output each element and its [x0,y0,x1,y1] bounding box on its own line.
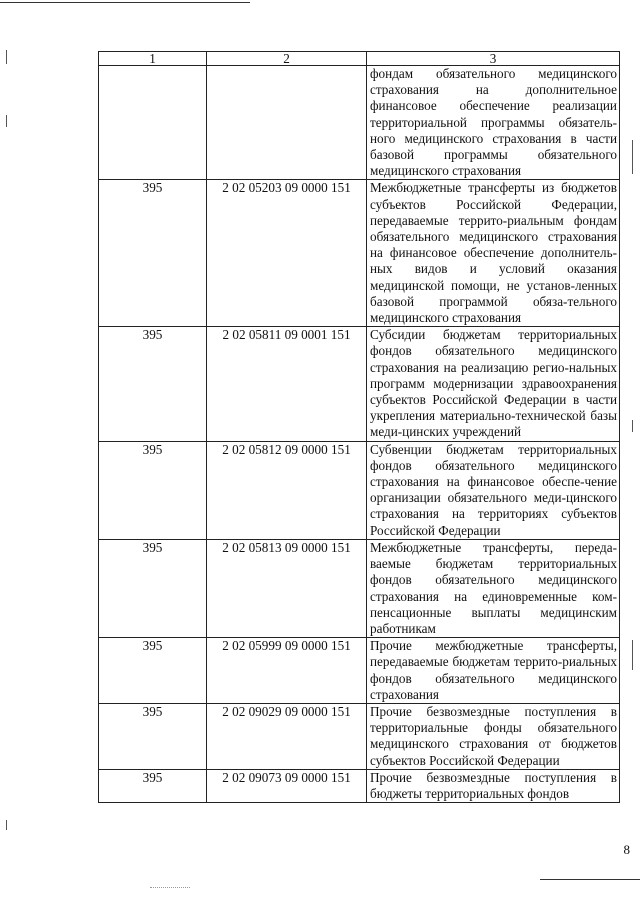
admin-code-cell: 395 [99,180,207,327]
right-margin-mark [632,140,633,174]
admin-code-cell: 395 [99,327,207,441]
page-number: 8 [623,842,630,857]
description-cell: Межбюджетные трансферты, переда-ваемые бюджетам территориальных фондов обязательного медицинского страхования на единовременные ком-пенсационные выплаты медицинским работникам [367,539,620,637]
bottom-rule [540,879,640,880]
description-cell: Прочие безвозмездные поступления в территориальные фонды обязательного медицинского страхования от бюджетов субъектов Российской Федерации [367,703,620,769]
admin-code-cell: 395 [99,441,207,539]
description-cell: Межбюджетные трансферты из бюджетов субъектов Российской Федерации, передаваемые террито-риальным фондам обязательного медицинского страхования на финансовое обеспечение дополнитель-ных видов и условий оказания медицинской помощи, не установ-ленных базовой программой обяза-тельного медицинского страхования [367,180,620,327]
right-margin-mark [632,640,633,670]
header-col-2: 2 [207,52,367,66]
description-cell: фондам обязательного медицинского страхования на дополнительное финансовое обеспечение реализации территориальной программы обязатель-ного медицинского страхования в части базовой программы обязательного медицинского страхования [367,66,620,180]
classification-code-cell: 2 02 05813 09 0000 151 [207,539,367,637]
top-rule [0,2,250,3]
left-margin-mark [6,50,7,64]
description-cell: Прочие безвозмездные поступления в бюджеты территориальных фондов [367,769,620,802]
admin-code-cell: 395 [99,638,207,704]
admin-code-cell: 395 [99,703,207,769]
admin-code-cell: 395 [99,539,207,637]
right-margin-mark [632,420,633,432]
header-col-3: 3 [367,52,620,66]
budget-codes-table [98,51,620,803]
table-row [99,180,620,327]
bottom-scan-marks [150,887,190,888]
classification-code-cell: 2 02 05203 09 0000 151 [207,180,367,327]
table-row [99,441,620,539]
left-margin-mark [6,115,7,127]
admin-code-cell [99,66,207,180]
classification-code-cell: 2 02 05811 09 0001 151 [207,327,367,441]
table-row [99,539,620,637]
table-row [99,769,620,802]
classification-code-cell [207,66,367,180]
classification-code-cell: 2 02 09073 09 0000 151 [207,769,367,802]
admin-code-cell: 395 [99,769,207,802]
table-row [99,327,620,441]
table-header-row [99,52,620,66]
classification-code-cell: 2 02 05999 09 0000 151 [207,638,367,704]
table-row [99,703,620,769]
left-margin-mark [6,820,7,830]
classification-code-cell: 2 02 05812 09 0000 151 [207,441,367,539]
table-row [99,66,620,180]
description-cell: Прочие межбюджетные трансферты, передаваемые бюджетам террито-риальных фондов обязательного медицинского страхования [367,638,620,704]
description-cell: Субсидии бюджетам территориальных фондов обязательного медицинского страхования на реализацию регио-нальных программ модернизации здравоохранения субъектов Российской Федерации в части укрепления материально-технической базы меди-цинских учреждений [367,327,620,441]
header-col-1: 1 [99,52,207,66]
table-row [99,638,620,704]
description-cell: Субвенции бюджетам территориальных фондов обязательного медицинского страхования на финансовое обеспе-чение организации обязательного меди-цинского страхования на территориях субъектов Российской Федерации [367,441,620,539]
classification-code-cell: 2 02 09029 09 0000 151 [207,703,367,769]
